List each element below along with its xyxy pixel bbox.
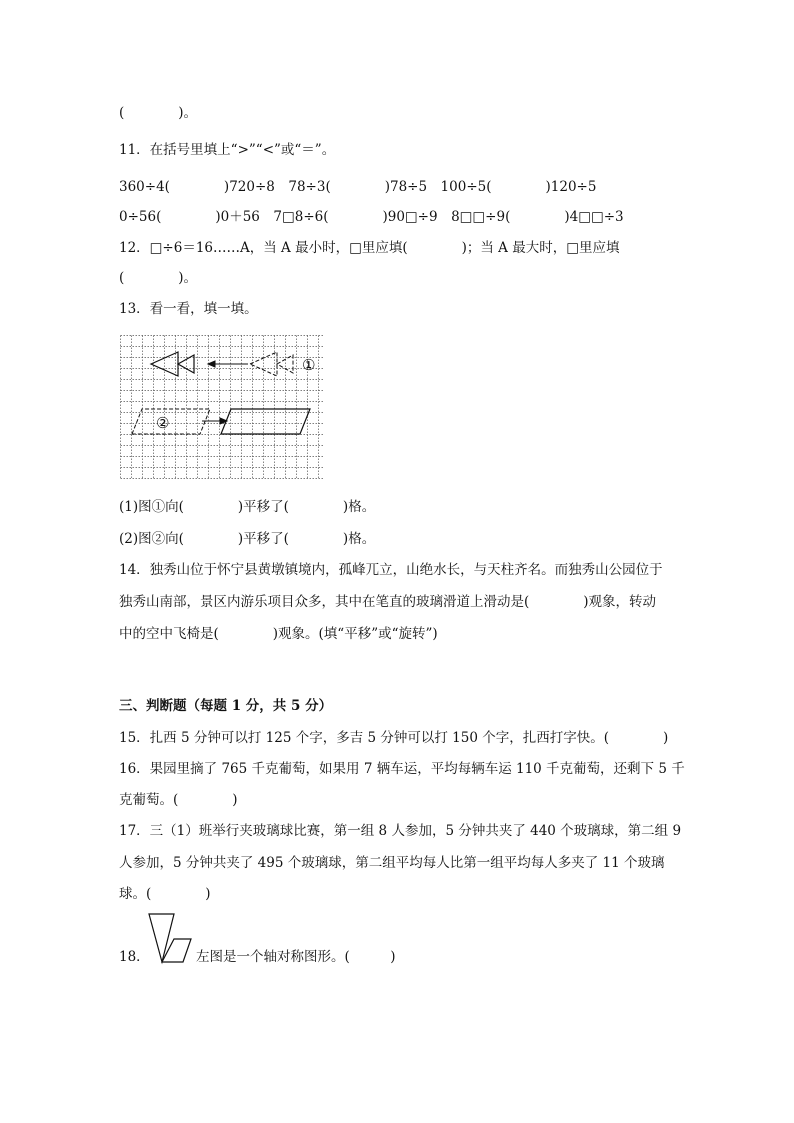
q18-text: 左图是一个轴对称图形。( ) bbox=[196, 949, 396, 965]
q13-grid-figure bbox=[120, 335, 325, 480]
q18-number: 18． bbox=[119, 949, 150, 965]
q13-part-1: (1)图①向( )平移了( )格。 bbox=[119, 499, 376, 515]
q13-part-2: (2)图②向( )平移了( )格。 bbox=[119, 531, 376, 547]
q13-title: 13．看一看，填一填。 bbox=[119, 301, 258, 317]
q14-line-3: 中的空中飞椅是( )观象。(填“平移”或“旋转”) bbox=[119, 626, 438, 642]
section-3-heading: 三、判断题（每题 1 分，共 5 分） bbox=[119, 698, 333, 714]
q12-line-1: 12．□÷6＝16……A，当 A 最小时，□里应填( )；当 A 最大时，□里应填 bbox=[119, 240, 620, 256]
q18-shape-figure bbox=[147, 913, 195, 965]
figure-2-label: ② bbox=[156, 414, 170, 432]
q17-line-2: 人参加，5 分钟共夹了 495 个玻璃球，第二组平均每人比第一组平均每人多夹了 11 个玻璃 bbox=[119, 855, 665, 871]
q10-answer-blank: ( )。 bbox=[119, 105, 198, 121]
q11-row-1: 360÷4( )720÷8 78÷3( )78÷5 100÷5( )120÷5 bbox=[119, 179, 597, 195]
q11-title: 11．在括号里填上“>”“<”或“＝”。 bbox=[119, 142, 336, 158]
arrow-left-icon bbox=[208, 361, 248, 367]
q12-line-2: ( )。 bbox=[119, 270, 198, 286]
q16-line-2: 克葡萄。( ) bbox=[119, 792, 238, 808]
q14-line-2: 独秀山南部，景区内游乐项目众多，其中在笔直的玻璃滑道上滑动是( )观象，转动 bbox=[119, 594, 657, 610]
q11-row-2: 0÷56( )0＋56 7□8÷6( )90□÷9 8□□÷9( )4□□÷3 bbox=[119, 209, 624, 225]
q16-line-1: 16．果园里摘了 765 千克葡萄，如果用 7 辆车运，平均每辆车运 110 千克葡萄，还剩下 5 千 bbox=[119, 761, 685, 777]
q14-line-1: 14．独秀山位于怀宁县黄墩镇境内，孤峰兀立，山绝水长，与天柱齐名。而独秀山公园位于 bbox=[119, 562, 663, 578]
figure-1-original bbox=[250, 352, 293, 376]
q15: 15．扎西 5 分钟可以打 125 个字，多吉 5 分钟可以打 150 个字，扎西打字快。( ) bbox=[119, 730, 669, 746]
q17-line-3: 球。( ) bbox=[119, 886, 211, 902]
q17-line-1: 17．三（1）班举行夹玻璃球比赛，第一组 8 人参加，5 分钟共夹了 440 个玻璃球，第二组 9 bbox=[119, 823, 682, 839]
figure-1-moved bbox=[151, 352, 194, 376]
figure-1-label: ① bbox=[302, 356, 316, 374]
figure-2-original bbox=[132, 409, 210, 434]
